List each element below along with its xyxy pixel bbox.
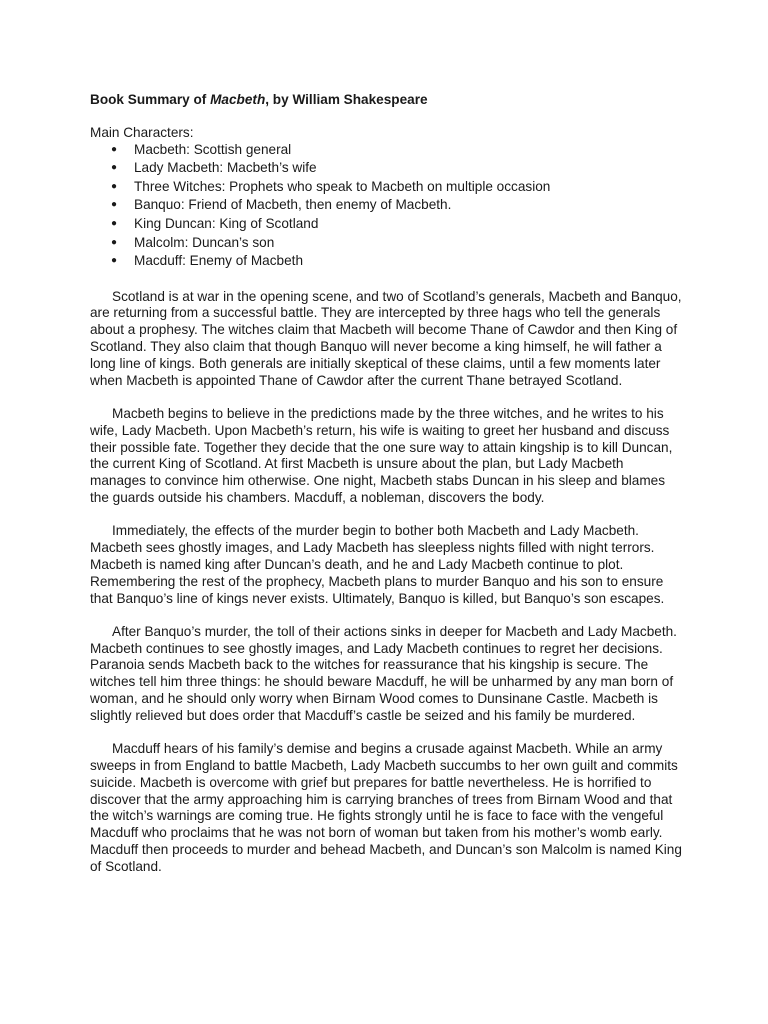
list-item — [111, 235, 682, 251]
characters-label: Main Characters: — [90, 124, 194, 140]
character-text: Macbeth: Scottish general — [134, 141, 292, 157]
summary-paragraph: Scotland is at war in the opening scene, and two of Scotland’s generals, Macbeth and Banquo, are returning from a successful battle. They are intercepted by three hags who tell the generals about a prophesy. The witches claim that Macbeth will become Thane of Cawdor and then King of Scotland. They also claim that though Banquo will never become a king himself, he will father a long line of kings. Both generals are initially skeptical of these claims, until a few moments later when Macbeth is appointed Thane of Cawdor after the current Thane betrayed Scotland. — [90, 288, 682, 388]
summary-paragraph: Immediately, the effects of the murder begin to bother both Macbeth and Lady Macbeth. Macbeth sees ghostly images, and Lady Macbeth has sleepless nights filled with night terrors. Macbeth is named king after Duncan’s death, and he and Lady Macbeth continue to plot. Remembering the rest of the prophecy, Macbeth plans to murder Banquo and his son to ensure that Banquo’s line of kings never exists. Ultimately, Banquo is killed, but Banquo’s son escapes. — [90, 523, 665, 606]
bullet-icon: ● — [111, 180, 118, 192]
bullet-icon: ● — [111, 143, 118, 155]
list-item — [111, 160, 682, 176]
character-text: Macduff: Enemy of Macbeth — [134, 253, 303, 269]
character-text: Lady Macbeth: Macbeth’s wife — [134, 160, 317, 176]
list-item — [111, 253, 682, 269]
title-prefix: Book Summary of — [90, 92, 211, 107]
list-item — [111, 216, 682, 232]
character-text: Banquo: Friend of Macbeth, then enemy of Macbeth. — [134, 197, 452, 213]
bullet-icon: ● — [111, 236, 118, 248]
list-item — [111, 197, 682, 213]
character-text: Three Witches: Prophets who speak to Macbeth on multiple occasion — [134, 178, 551, 194]
character-text: Malcolm: Duncan’s son — [134, 234, 275, 250]
character-text: King Duncan: King of Scotland — [134, 215, 319, 231]
title-suffix: , by William Shakespeare — [265, 92, 428, 107]
bullet-icon: ● — [111, 255, 118, 267]
bullet-icon: ● — [111, 217, 118, 229]
bullet-icon: ● — [111, 199, 118, 211]
list-item — [111, 179, 682, 195]
summary-paragraph: Macbeth begins to believe in the predictions made by the three witches, and he writes to his wife, Lady Macbeth. Upon Macbeth’s return, his wife is waiting to greet her husband and discuss their possible fate. Together they decide that the one sure way to attain kingship is to kill Duncan, the current King of Scotland. At first Macbeth is unsure about the plan, but Lady Macbeth manages to convince him otherwise. One night, Macbeth stabs Duncan in his sleep and blames the guards outside his chambers. Macduff, a nobleman, discovers the body. — [90, 405, 673, 505]
summary-paragraph: Macduff hears of his family’s demise and begins a crusade against Macbeth. While an army sweeps in from England to battle Macbeth, Lady Macbeth succumbs to her own guilt and commits suicide. Macbeth is overcome with grief but prepares for battle nevertheless. He is horrified to discover that the army approaching him is carrying branches of trees from Birnam Wood and that the witch’s warnings are coming true. He fights strongly until he is face to face with the vengeful Macduff who proclaims that he was not born of woman but taken from his mother’s womb early. Macduff then proceeds to murder and behead Macbeth, and Duncan’s son Malcolm is named King of Scotland. — [90, 741, 682, 874]
title-italic: Macbeth — [210, 92, 266, 107]
list-item — [111, 142, 682, 158]
characters-list — [90, 142, 682, 270]
summary-paragraph: After Banquo’s murder, the toll of their actions sinks in deeper for Macbeth and Lady Macbeth. Macbeth continues to see ghostly images, and Lady Macbeth continues to regret her decisions. Paranoia sends Macbeth back to the witches for reassurance that his kingship is secure. The witches tell him three things: he should beware Macduff, he will be unharmed by any man born of woman, and he should only worry when Birnam Wood comes to Dunsinane Castle. Macbeth is slightly relieved but does order that Macduff’s castle be seized and his family be murdered. — [90, 623, 677, 723]
bullet-icon: ● — [111, 162, 118, 174]
document-title — [90, 92, 682, 109]
